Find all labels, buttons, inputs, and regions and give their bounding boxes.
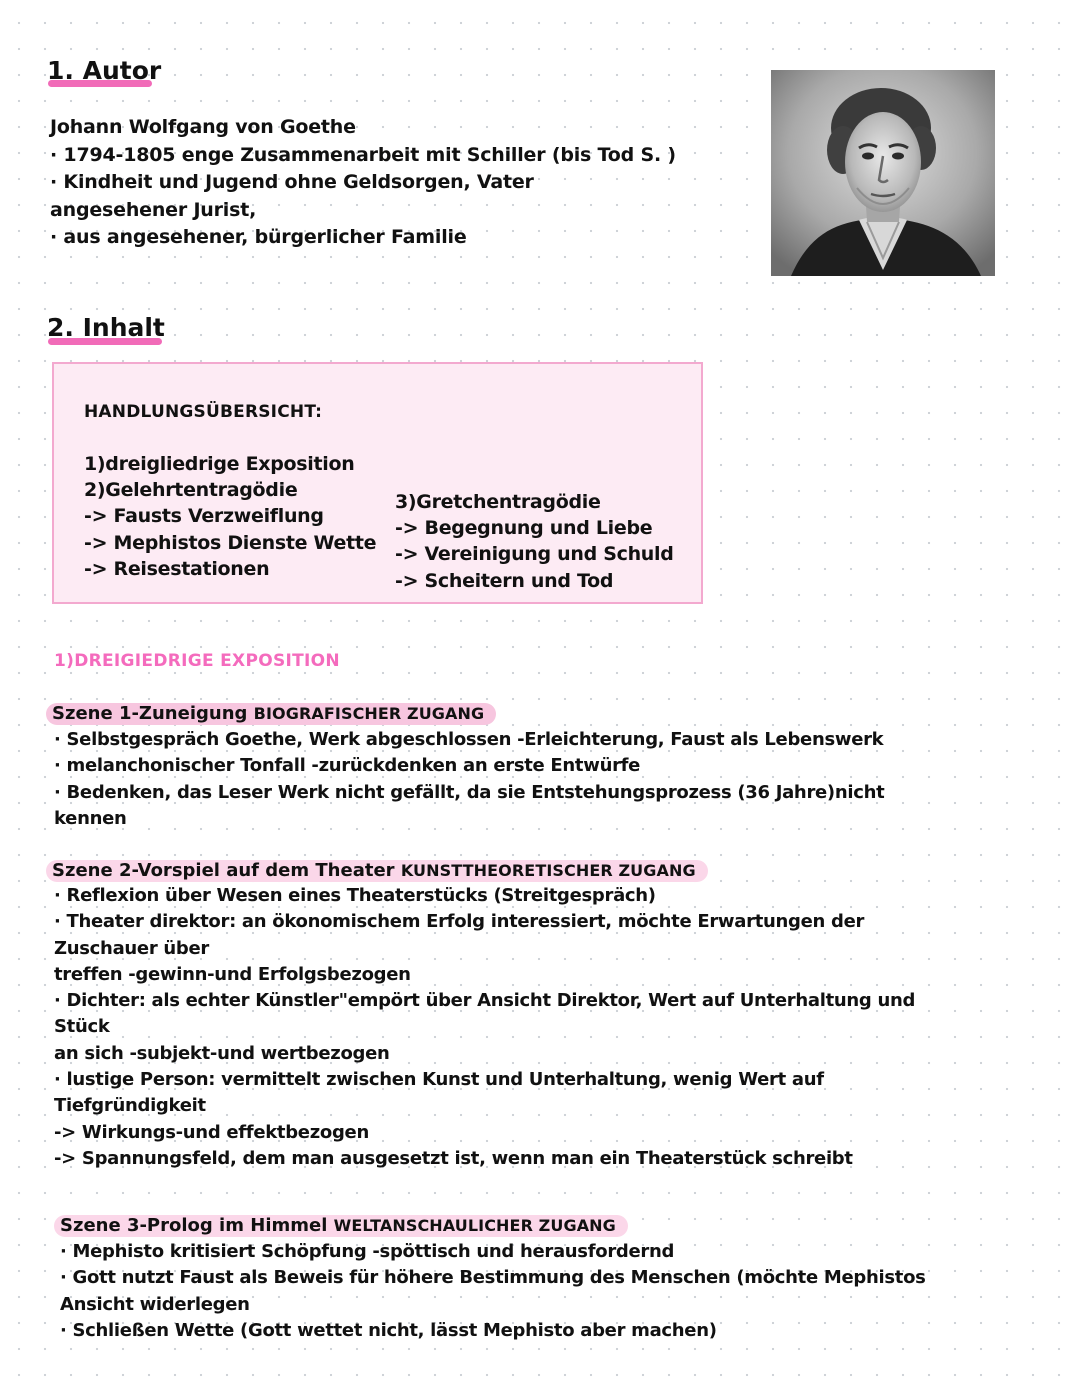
inhalt-heading: 2. Inhalt <box>47 313 165 342</box>
scene2-tag: KUNSTTHEORETISCHER ZUGANG <box>400 861 696 880</box>
box-right-column <box>395 489 674 594</box>
scene1-line: · melanchonischer Tonfall -zurückdenken an erste Entwürfe <box>54 755 641 777</box>
box-item: 2)Gelehrtentragödie <box>84 479 298 502</box>
scene2-line: an sich -subjekt-und wertbezogen <box>54 1042 390 1064</box>
autor-text <box>50 114 676 252</box>
autor-line: Johann Wolfgang von Goethe <box>50 116 356 138</box>
autor-line: · 1794-1805 enge Zusammenarbeit mit Schiller (bis Tod S. ) <box>50 143 676 166</box>
box-item: 1)dreigliedrige Exposition <box>84 453 355 475</box>
scene2-line: Zuschauer über <box>54 937 209 959</box>
autor-line: · Kindheit und Jugend ohne Geldsorgen, Vater <box>50 171 534 193</box>
box-item: -> Reisestationen <box>84 557 270 580</box>
scene1-label <box>46 703 496 725</box>
scene1-text <box>54 727 884 832</box>
box-item: 3)Gretchentragödie <box>395 491 601 513</box>
portrait-illustration <box>771 70 995 276</box>
scene2-line: · Dichter: als echter Künstler"empört über Ansicht Direktor, Wert auf Unterhaltung und <box>54 990 916 1012</box>
scene2-line: treffen -gewinn-und Erfolgsbezogen <box>54 963 411 985</box>
scene1-line: kennen <box>54 807 127 829</box>
scene2-line: -> Spannungsfeld, dem man ausgesetzt ist, wenn man ein Theaterstück schreibt <box>54 1147 853 1169</box>
scene3-line: · Mephisto kritisiert Schöpfung -spöttisch und herausfordernd <box>60 1241 675 1262</box>
scene1-line: · Selbstgespräch Goethe, Werk abgeschlossen -Erleichterung, Faust als Lebenswerk <box>54 729 884 750</box>
box-item: -> Scheitern und Tod <box>395 569 614 592</box>
scene3-line: Ansicht widerlegen <box>60 1293 250 1315</box>
box-item: -> Fausts Verzweiflung <box>84 505 324 528</box>
scene2-line: Stück <box>54 1016 110 1038</box>
box-title: HANDLUNGSÜBERSICHT: <box>84 402 323 422</box>
scene2-text <box>54 883 915 1172</box>
scene2-line: -> Wirkungs-und effektbezogen <box>54 1121 369 1143</box>
scene2-line: · Theater direktor: an ökonomischem Erfolg interessiert, möchte Erwartungen der <box>54 911 865 933</box>
box-item: -> Mephistos Dienste Wette <box>84 531 377 554</box>
autor-heading: 1. Autor <box>47 56 162 85</box>
scene3-title: Szene 3-Prolog im Himmel <box>60 1215 328 1236</box>
scene2-line: · Reflexion über Wesen eines Theaterstücks (Streitgespräch) <box>54 885 656 906</box>
scene2-line: Tiefgründigkeit <box>54 1095 206 1117</box>
scene3-text <box>60 1239 926 1344</box>
scene2-label <box>46 860 708 882</box>
scene1-line: · Bedenken, das Leser Werk nicht gefällt, da sie Entstehungsprozess (36 Jahre)nicht <box>54 781 885 803</box>
scene1-title: Szene 1-Zuneigung <box>52 703 248 724</box>
scene3-tag: WELTANSCHAULICHER ZUGANG <box>333 1216 616 1235</box>
handlungsuebersicht-box <box>52 362 703 604</box>
scene3-line: · Schließen Wette (Gott wettet nicht, lässt Mephisto aber machen) <box>60 1319 717 1341</box>
exposition-heading: 1)DREIGIEDRIGE EXPOSITION <box>54 651 340 671</box>
box-left-column <box>84 451 376 582</box>
autor-line: · aus angesehener, bürgerlicher Familie <box>50 226 467 248</box>
scene2-line: · lustige Person: vermittelt zwischen Kunst und Unterhaltung, wenig Wert auf <box>54 1069 824 1091</box>
scene2-title: Szene 2-Vorspiel auf dem Theater <box>52 860 395 881</box>
scene1-tag: BIOGRAFISCHER ZUGANG <box>253 704 485 723</box>
goethe-portrait <box>771 70 995 276</box>
box-item: -> Begegnung und Liebe <box>395 517 653 540</box>
autor-line: angesehener Jurist, <box>50 198 257 221</box>
scene3-line: · Gott nutzt Faust als Beweis für höhere Bestimmung des Menschen (möchte Mephistos <box>60 1267 926 1289</box>
scene3-label <box>54 1215 628 1237</box>
box-item: -> Vereinigung und Schuld <box>395 543 674 566</box>
